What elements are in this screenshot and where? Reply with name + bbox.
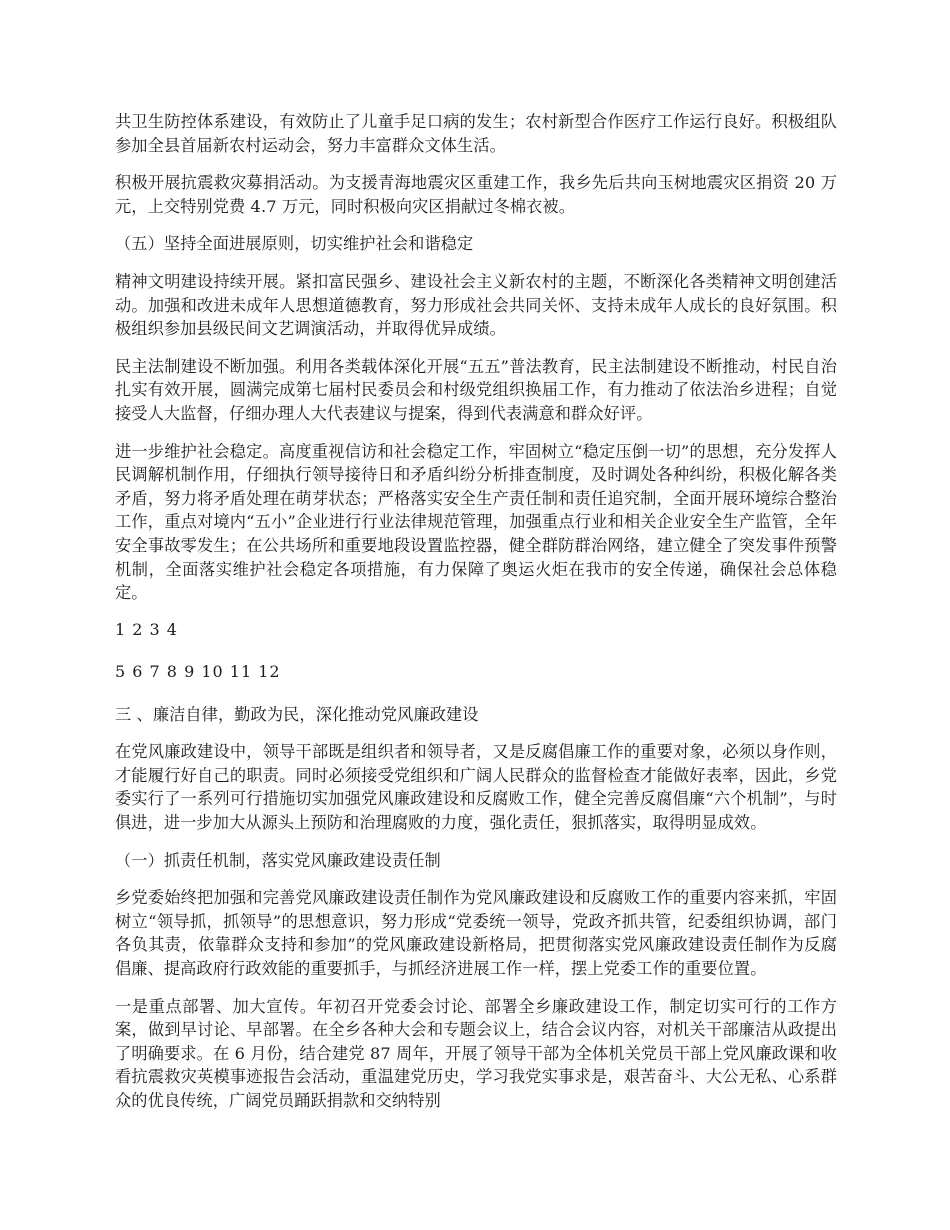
section-heading-five: （五）坚持全面进展原则，切实维护社会和谐稳定 <box>115 234 474 254</box>
section-heading-three: 三 、廉洁自律，勤政为民，深化推动党风廉政建设 <box>115 704 479 724</box>
paragraph-integrity-intro: 在党风廉政建设中，领导干部既是组织者和领导者，又是反腐倡廉工作的重要对象，必须以身作则，才能履行好自己的职责。同时必须接受党组织和广阔人民群众的监督检查才能做好表率，因此，乡党委实行了一系列可行措施切实加强党风廉政建设和反腐败工作，健全完善反腐倡廉“六个机制”，与时俱进，进一步加大从源头上预防和治理腐败的力度，强化责任，狠抓落实，取得明显成效。 <box>115 742 837 833</box>
paragraph-health-system: 共卫生防控体系建设，有效防止了儿童手足口病的发生；农村新型合作医疗工作运行良好。积极组队参加全县首届新农村运动会，努力丰富群众文体生活。 <box>115 112 837 155</box>
paragraph-earthquake-relief: 积极开展抗震救灾募捐活动。为支援青海地震灾区重建工作，我乡先后共向玉树地震灾区捐资 20 万元，上交特别党费 4.7 万元，同时积极向灾区捐献过冬棉衣被。 <box>115 173 837 216</box>
paragraph-democracy-law: 民主法制建设不断加强。利用各类载体深化开展“五五”普法教育，民主法制建设不断推动，村民自治扎实有效开展，圆满完成第七届村民委员会和村级党组织换届工作，有力推动了依法治乡进程；自觉接受人大监督，仔细办理人大代表建议与提案，得到代表满意和群众好评。 <box>115 356 837 423</box>
paragraph-responsibility-system: 乡党委始终把加强和完善党风廉政建设责任制作为党风廉政建设和反腐败工作的重要内容来抓，牢固树立“领导抓，抓领导”的思想意识，努力形成“党委统一领导，党政齐抓共管，纪委组织协调，部门各负其责，依靠群众支持和参加”的党风廉政建设新格局，把贯彻落实党风廉政建设责任制作为反腐倡廉、提高政府行政效能的重要抓手，与抓经济进展工作一样，摆上党委工作的重要位置。 <box>115 888 837 979</box>
page-numbers-row-1: 1 2 3 4 <box>115 619 178 639</box>
paragraph-social-stability: 进一步维护社会稳定。高度重视信访和社会稳定工作，牢固树立“稳定压倒一切”的思想，充分发挥人民调解机制作用，仔细执行领导接待日和矛盾纠纷分析排查制度，及时调处各种纠纷，积极化解各类矛盾，努力将矛盾处理在萌芽状态；严格落实安全生产责任制和责任追究制，全面开展环境综合整治工作，重点对境内“五小”企业进行行业法律规范管理，加强重点行业和相关企业安全生产监管，全年安全事故零发生；在公共场所和重要地段设置监控器，健全群防群治网络，建立健全了突发事件预警机制，全面落实维护社会稳定各项措施，有力保障了奥运火炬在我市的安全传递，确保社会总体稳定。 <box>115 441 837 603</box>
document-page <box>115 110 837 1127</box>
paragraph-deployment-publicity: 一是重点部署、加大宣传。年初召开党委会讨论、部署全乡廉政建设工作，制定切实可行的工作方案，做到早讨论、早部署。在全乡各种大会和专题会议上，结合会议内容，对机关干部廉洁从政提出了明确要求。在 6 月份，结合建党 87 周年，开展了领导干部为全体机关党员干部上党风廉政课和收看抗震救灾英模事迹报告会活动，重温建党历史，学习我党实事求是，艰苦奋斗、大公无私、心系群众的优良传统，广阔党员踊跃捐款和交纳特别 <box>115 996 837 1110</box>
page-numbers-row-2: 5 6 7 8 9 10 11 12 <box>115 661 281 681</box>
paragraph-spiritual-civilization: 精神文明建设持续开展。紧扣富民强乡、建设社会主义新农村的主题，不断深化各类精神文明创建活动。加强和改进未成年人思想道德教育，努力形成社会共同关怀、支持未成年人成长的良好氛围。积极组织参加县级民间文艺调演活动，并取得优异成绩。 <box>115 271 837 339</box>
section-heading-one: （一）抓责任机制，落实党风廉政建设责任制 <box>115 850 441 870</box>
